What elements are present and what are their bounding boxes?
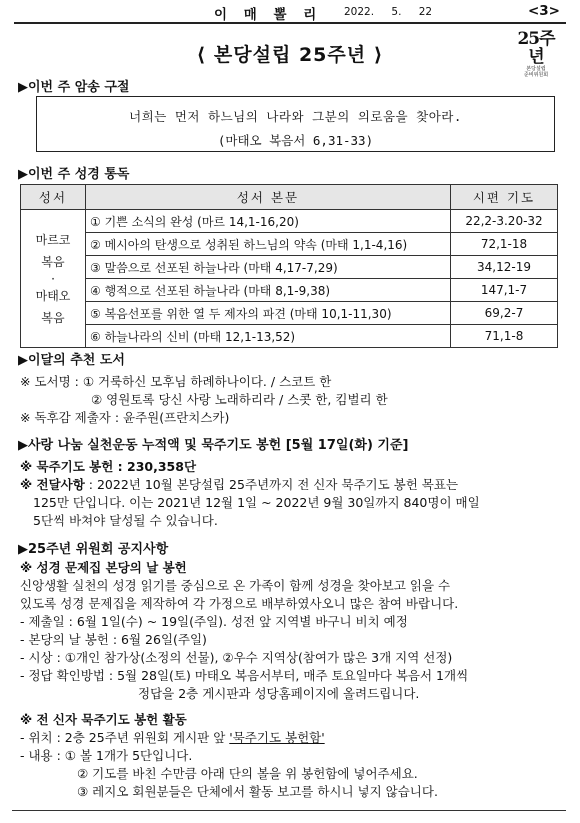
bottom-rule xyxy=(12,810,566,811)
page-header xyxy=(14,2,566,24)
notice-line-2: 125만 단입니다. 이는 2021년 12월 1일 ~ 2022년 9월 30일까지 840명이 매일 xyxy=(33,495,480,510)
book-line: 마르코 xyxy=(35,232,71,247)
committee-subheading-1: ※ 성경 문제집 본당의 날 봉헌 xyxy=(20,560,187,575)
notice-label: ※ 전달사항 xyxy=(20,477,85,492)
committee-item-4-cont: 정답을 2층 게시판과 성당홈페이지에 올려드립니다. xyxy=(138,686,420,701)
sharing-heading: ▶사랑 나눔 실천운동 누적액 및 묵주기도 봉헌 [5월 17일(화) 기준] xyxy=(18,438,409,453)
rosary-location-text: - 위치 : 2층 25주년 위원회 게시판 앞 xyxy=(20,730,230,745)
reading-text: ④ 행적으로 선포된 하늘나라 (마태 8,1-9,38) xyxy=(86,279,451,302)
logo-caption-2: 준비위원회 xyxy=(523,72,549,78)
reading-text: ① 기쁜 소식의 완성 (마르 14,1-16,20) xyxy=(86,210,451,233)
page-title: ⟨ 본당설립 25주년 ⟩ xyxy=(196,44,384,66)
book-report-writer: ※ 독후감 제출자 : 윤주원(프란치스카) xyxy=(20,410,230,425)
publication-name: 이 매 뽈 리 xyxy=(214,7,323,23)
book-line: 복음 xyxy=(41,254,65,269)
col-book: 성서 xyxy=(21,185,86,210)
issue-date: 2022. 5. 22 xyxy=(344,6,433,18)
book-title-1: ※ 도서명 : ① 거룩하신 모후님 하례하나이다. / 스코트 한 xyxy=(20,374,332,389)
committee-item-1: - 제출일 : 6월 1일(수) ~ 19일(주일). 성전 앞 지역별 바구니 비치 예정 xyxy=(20,614,408,629)
logo-mark: 25주년 xyxy=(517,29,555,67)
memorize-box xyxy=(36,96,555,152)
psalm-ref: 72,1-18 xyxy=(451,233,558,256)
table-row xyxy=(21,233,558,256)
books-heading: ▶이달의 추천 도서 xyxy=(18,353,125,368)
col-text: 성서 본문 xyxy=(86,185,451,210)
book-line: 마태오 xyxy=(35,288,71,303)
rosary-content-1: - 내용 : ① 볼 1개가 5단입니다. xyxy=(20,748,193,763)
col-psalm: 시편 기도 xyxy=(451,185,558,210)
memorize-heading: ▶이번 주 암송 구절 xyxy=(18,80,130,95)
book-cell xyxy=(21,210,86,348)
rosary-location xyxy=(20,728,325,746)
reading-heading: ▶이번 주 성경 통독 xyxy=(18,167,130,182)
reading-text: ③ 말씀으로 선포된 하늘나라 (마태 4,17-7,29) xyxy=(86,256,451,279)
book-line: · xyxy=(51,271,55,286)
table-row xyxy=(21,256,558,279)
committee-heading: ▶25주년 위원회 공지사항 xyxy=(18,542,169,557)
rosary-total: ※ 묵주기도 봉헌 : 230,358단 xyxy=(20,459,197,474)
committee-item-2: - 본당의 날 봉헌 : 6월 26일(주일) xyxy=(20,632,207,647)
table-row xyxy=(21,325,558,348)
memorize-reference: (마태오 복음서 6,31-33) xyxy=(217,133,374,148)
committee-para-1: 신앙생활 실천의 성경 읽기를 중심으로 온 가족이 함께 성경을 찾아보고 읽을 수 xyxy=(20,578,451,593)
rosary-content-2: ② 기도를 바친 수만큼 아래 단의 볼을 위 봉헌함에 넣어주세요. xyxy=(77,766,418,781)
notice-line-3: 5단씩 바쳐야 달성될 수 있습니다. xyxy=(33,513,218,528)
psalm-ref: 71,1-8 xyxy=(451,325,558,348)
reading-table xyxy=(20,184,558,348)
table-row xyxy=(21,302,558,325)
committee-item-4: - 정답 확인방법 : 5월 28일(토) 마태오 복음서부터, 매주 토요일마다 복음서 1개씩 xyxy=(20,668,469,683)
notice-text: : 2022년 10월 본당설립 25주년까지 전 신자 묵주기도 봉헌 목표는 xyxy=(84,477,459,492)
rosary-content-3: ③ 레지오 회원분들은 단체에서 활동 보고를 하시니 넣지 않습니다. xyxy=(77,784,438,799)
psalm-ref: 22,2-3.20-32 xyxy=(451,210,558,233)
table-row xyxy=(21,210,558,233)
notice-line-1 xyxy=(20,475,458,493)
committee-item-3: - 시상 : ①개인 참가상(소정의 선물), ②우수 지역상(참여가 많은 3개 지역 선정) xyxy=(20,650,453,665)
psalm-ref: 34,12-19 xyxy=(451,256,558,279)
rosary-box-name: '묵주기도 봉헌함' xyxy=(229,730,325,745)
committee-subheading-2: ※ 전 신자 묵주기도 봉헌 활동 xyxy=(20,712,187,727)
logo-caption-1: 본당설립 xyxy=(526,66,546,72)
reading-text: ⑤ 복음선포를 위한 열 두 제자의 파견 (마태 10,1-11,30) xyxy=(86,302,451,325)
psalm-ref: 147,1-7 xyxy=(451,279,558,302)
book-line: 복음 xyxy=(41,310,65,325)
memorize-verse: 너희는 먼저 하느님의 나라와 그분의 의로움을 찾아라. xyxy=(129,109,462,124)
psalm-ref: 69,2-7 xyxy=(451,302,558,325)
page-number: <3> xyxy=(527,3,560,19)
committee-para-2: 있도록 성경 문제집을 제작하여 각 가정으로 배부하였사오니 많은 참여 바랍니다. xyxy=(20,596,459,611)
reading-text: ⑥ 하늘나라의 신비 (마태 12,1-13,52) xyxy=(86,325,451,348)
reading-text: ② 메시아의 탄생으로 성취된 하느님의 약속 (마태 1,1-4,16) xyxy=(86,233,451,256)
table-row xyxy=(21,279,558,302)
book-title-2: ② 영원토록 당신 사랑 노래하리라 / 스콧 한, 킴벌리 한 xyxy=(91,392,388,407)
anniversary-logo xyxy=(516,29,556,78)
